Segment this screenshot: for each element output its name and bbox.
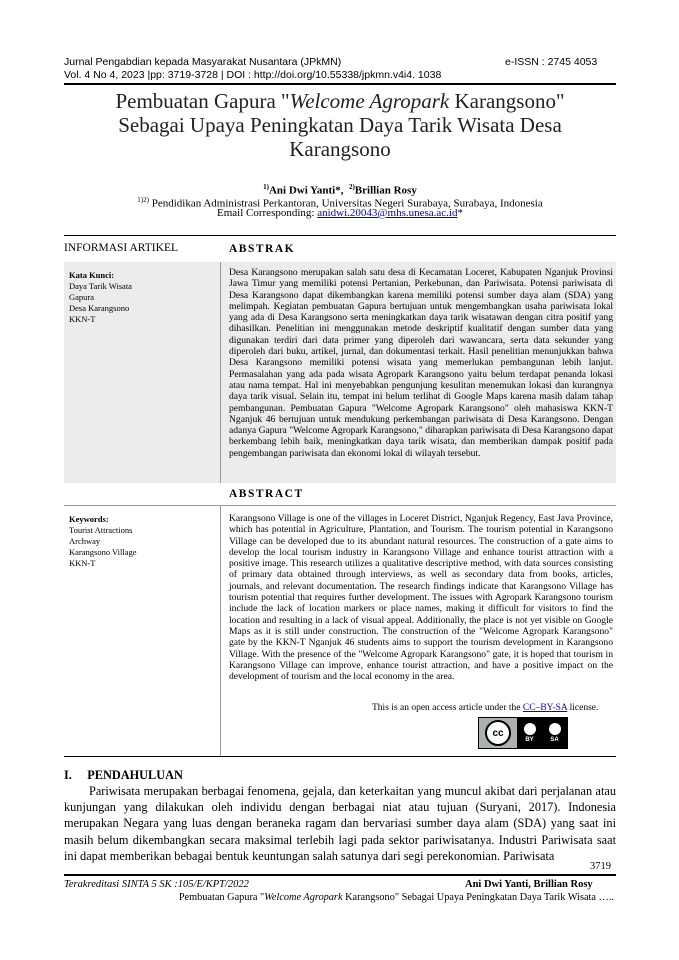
abstrak-divider [220, 262, 221, 483]
running-title: Pembuatan Gapura "Welcome Agropark Karangsono" Sebagai Upaya Peningkatan Daya Tarik Wisata ….. [178, 892, 614, 903]
author-line: $^{1)}$Ani Dwi Yanti*, $^{2)}$Brillian Rosy [263, 183, 417, 197]
cc-logo-icon: cc [479, 718, 517, 748]
abstract-divider [220, 505, 221, 756]
license-link[interactable]: CC–BY-SA [522, 703, 568, 713]
license-line: This is an open access article under the CC–BY-SA license. [372, 703, 599, 713]
info-bottom-rule [64, 756, 616, 757]
journal-name: Jurnal Pengabdian kepada Masyarakat Nusantara (JPkMN) [64, 56, 342, 68]
keyword: Daya Tarik Wisata [69, 281, 132, 291]
keyword: KKN-T [69, 314, 96, 324]
keyword: Gapura [69, 292, 95, 302]
email-line: Email Corresponding: anidwi.20043@mhs.unesa.ac.id* [217, 207, 463, 219]
section-heading: I. PENDAHULUAN [64, 768, 183, 782]
eissn: e-ISSN : 2745 4053 [505, 56, 598, 68]
keyword: Archway [69, 536, 101, 546]
info-heading: INFORMASI ARTIKEL [64, 242, 178, 254]
keyword: KKN-T [69, 558, 96, 568]
abstrak-text: Desa Karangsono merupakan salah satu desa di Kecamatan Loceret, Kabupaten Nganjuk Provinsi Jawa Timur yang memiliki potensi Pertanian, Perkebunan, dan Pariwisata. Potensi pariwisata di Desa Karangsono dapat dikembangkan karena memiliki potensi sumber daya alam (SDA) yang melimpah. Kegiatan pembuatan Gapura bertujuan untuk mengembangkan usaha pariwisata lokal yang ada di Desa Karangsono serta meningkatkan daya tarik wisatawan dengan citra positif yang dihasilkan. Penelitian ini menggunakan metode deskriptif kualitatif dengan sumber data yang digunakan terdiri dari data primer yang diperoleh dari wawancara, serta data sekunder yang diperoleh dari buku, artikel, jurnal, dan dokumentasi terkait. Hasil penelitian menunjukkan bahwa Desa Karangsono memiliki potensi wisata yang memerlukan pembangunan lebih lanjut. Permasalahan yang ada pada wisata Agropark Karangsono yaitu belum terdapat penanda lokasi atau nama tempat. Hal ini menyebabkan pengunjung kesulitan menemukan lokasi dan kurangnya daya tarik visual. Selain itu, tempat ini belum terlihat di Google Maps karena masih dalam tahap pembangunan. Pembuatan Gapura "Welcome Agropark Karangsono" oleh mahasiswa KKN-T Nganjuk 46 bertujuan untuk mendukung perkembangan pariwisata di Desa Karangsono. Dengan adanya Gapura "Welcome Agropark Karangsono," diharapkan pariwisata di Desa Karangsono dapat berkembang lebih baik, meningkatkan daya tarik wisata, dan memberikan dampak positif pada pengembangan pariwisata dan ekonomi lokal di wilayah tersebut. [229, 267, 614, 459]
abstract-top-rule [64, 505, 616, 506]
email-link[interactable]: anidwi.20043@mhs.unesa.ac.id [317, 207, 458, 219]
keywords: Keywords: Tourist Attractions Archway Karangsono Village KKN-T [69, 514, 214, 569]
cc-by-sa-badge[interactable] [478, 717, 568, 749]
volume-doi: Vol. 4 No 4, 2023 |pp: 3719-3728 | DOI : http://doi.org/10.55338/jpkmn.v4i4. 1038 [64, 69, 442, 81]
abstrak-heading: ABSTRAK [229, 243, 296, 255]
sa-icon: SA [549, 723, 561, 743]
keyword: Karangsono Village [69, 547, 137, 557]
footer-rule [64, 874, 616, 876]
page-title: Pembuatan Gapura "Welcome Agropark Karangsono" Sebagai Upaya Peningkatan Daya Tarik Wisata Desa Karangsono [115, 89, 565, 161]
keyword: Desa Karangsono [69, 303, 130, 313]
page-number: 3719 [590, 861, 611, 872]
accreditation: Terakreditasi SINTA 5 SK :105/E/KPT/2022 [64, 879, 249, 890]
header-rule [64, 83, 616, 85]
info-top-rule [64, 235, 616, 236]
abstract-heading: ABSTRACT [229, 488, 304, 500]
intro-paragraph: Pariwisata merupakan berbagai fenomena, gejala, dan keterkaitan yang muncul akibat dari perjalanan atau kunjungan yang dilakukan oleh individu dengan berbagai niat atau tujuan (Suryani, 2017). Indonesia merupakan Negara yang luas dengan beraneka ragam dan bervariasi sumber daya alam (SDA) yang saat ini masih belum dikembangkan secara maksimal terlebih lagi pada sektor pariwisatanya. Industri Pariwisata saat ini dapat memberikan bebagai bentuk keuntungan salah satunya dari segi perekonomian. Pariwisata [64, 784, 616, 863]
by-icon: BY [524, 723, 536, 743]
kata-kunci: Kata Kunci: Daya Tarik Wisata Gapura Desa Karangsono KKN-T [69, 270, 214, 325]
affiliation: $^{1)2)}$ Pendidikan Administrasi Perkantoran, Universitas Negeri Surabaya, Surabaya, Indonesia [137, 196, 543, 210]
keyword: Tourist Attractions [69, 525, 133, 535]
abstract-text: Karangsono Village is one of the villages in Loceret District, Nganjuk Regency, East Java Province, which has potential in Agriculture, Plantation, and Tourism. The tourism potential in Karangsono Village can be developed due to its abundant natural resources. The construction of a gate aims to develop the local tourism industry in Karangsono Village and enhance tourist attraction with a positive image. This research utilizes a qualitative descriptive method, with data sources consisting of primary data obtained through interviews, as well as secondary data from books, articles, journals, and relevant documentation. The research findings indicate that Karangsono Village has tourism potential that requires further development. The issues with Agropark Karangsono tourism include the lack of location markers or place names, making it difficult for visitors to find the location and resulting in a lack of visual appeal. Additionally, the place is not yet visible on Google Maps as it is still under construction. The construction of the "Welcome Agropark Karangsono" gate by the KKN-T Nganjuk 46 students aims to support the tourism development in Karangsono Village. With the presence of the "Welcome Agropark Karangsono" gate, it is hoped that tourism in Karangsono Village can improve, enhance tourist attraction, and have a positive impact on the development of tourism and the local economy in the area. [229, 513, 613, 683]
footer-authors: Ani Dwi Yanti, Brillian Rosy [465, 879, 593, 890]
